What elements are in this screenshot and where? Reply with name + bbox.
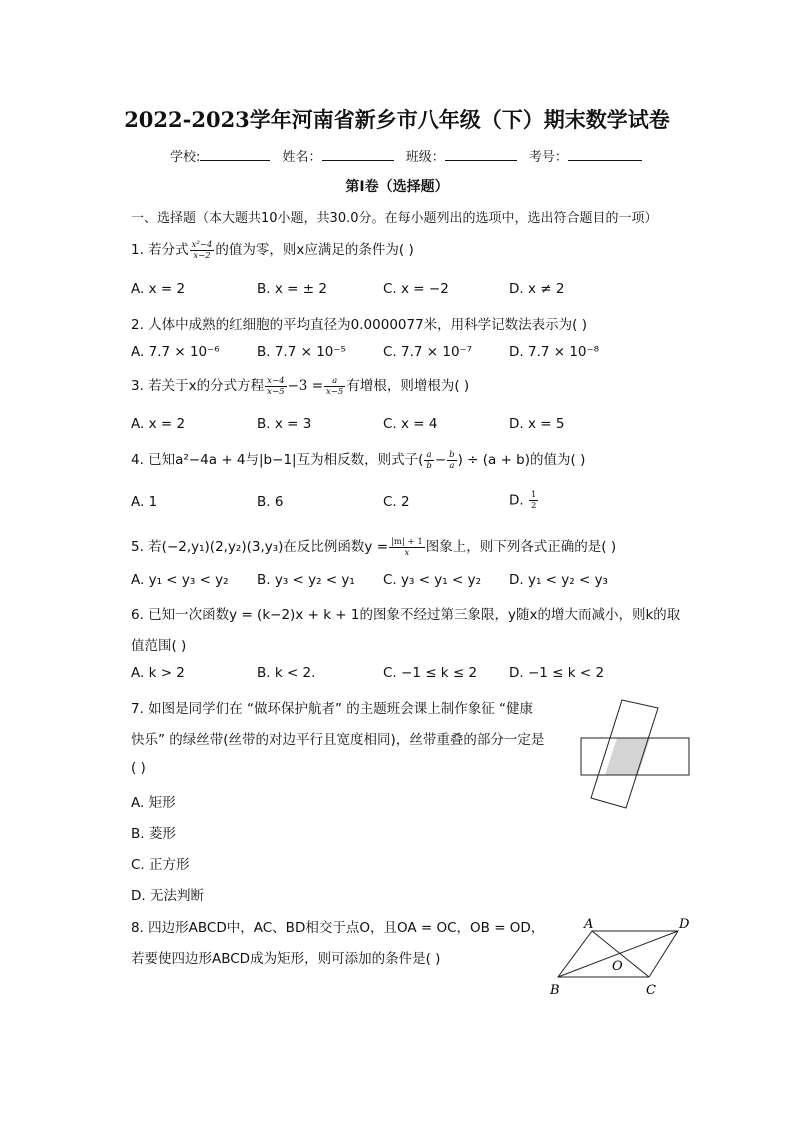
fraction-denominator: x−5 bbox=[267, 386, 285, 397]
label-c: C bbox=[646, 983, 656, 998]
label-a: A bbox=[584, 917, 594, 932]
section-title: 第I卷（选择题） bbox=[345, 179, 449, 195]
question-5-stem-end: 图象上，则下列各式正确的是( ) bbox=[425, 539, 617, 555]
question-2-stem: 2. 人体中成熟的红细胞的平均直径为0.0000077米，用科学记数法表示为( ) bbox=[131, 317, 587, 333]
fraction-numerator: 1 bbox=[530, 490, 537, 500]
fraction-denominator: 2 bbox=[530, 501, 537, 511]
q1-option-c[interactable]: C. x = −2 bbox=[383, 281, 449, 297]
question-3 bbox=[131, 374, 469, 397]
student-info-row bbox=[170, 146, 650, 165]
q6-option-a[interactable]: A. k > 2 bbox=[131, 665, 185, 681]
question-8-stem-line2: 若要使四边形ABCD成为矩形，则可添加的条件是( ) bbox=[131, 951, 441, 967]
q4-option-d-fraction bbox=[529, 490, 538, 511]
quadrilateral-figure bbox=[545, 914, 695, 1000]
q3-option-c[interactable]: C. x = 4 bbox=[383, 416, 438, 432]
q5-option-d[interactable]: D. y₁ < y₂ < y₃ bbox=[509, 572, 608, 588]
question-6-stem-line2: 值范围( ) bbox=[131, 638, 187, 654]
ribbon-figure bbox=[578, 698, 692, 810]
question-3-operator: −3 = bbox=[287, 378, 324, 394]
question-4-operator: − bbox=[434, 452, 447, 468]
q3-option-d[interactable]: D. x = 5 bbox=[509, 416, 565, 432]
q7-option-b[interactable]: B. 菱形 bbox=[131, 826, 176, 842]
ribbon-overlap bbox=[605, 738, 650, 775]
question-7-stem-line3: ( ) bbox=[131, 760, 146, 776]
school-blank[interactable] bbox=[200, 148, 270, 161]
q6-option-c[interactable]: C. −1 ≤ k ≤ 2 bbox=[383, 665, 478, 681]
label-b: B bbox=[550, 983, 560, 998]
question-1-fraction bbox=[190, 240, 215, 261]
question-5-fraction bbox=[389, 537, 425, 558]
q1-option-b[interactable]: B. x = ± 2 bbox=[257, 281, 327, 297]
q1-option-a[interactable]: A. x = 2 bbox=[131, 281, 186, 297]
fraction-numerator: b bbox=[449, 449, 455, 460]
page-title: 2022-2023学年河南省新乡市八年级（下）期末数学试卷 bbox=[124, 107, 670, 132]
exam-no-label: 考号： bbox=[528, 150, 568, 165]
fraction-denominator: a bbox=[449, 460, 455, 471]
name-label: 姓名： bbox=[282, 150, 322, 165]
question-5 bbox=[131, 535, 616, 558]
exam-no-blank[interactable] bbox=[568, 148, 642, 161]
fraction-numerator: |m| + 1 bbox=[391, 536, 423, 547]
label-o: O bbox=[612, 959, 623, 974]
fraction-numerator: a bbox=[424, 450, 433, 461]
question-1 bbox=[131, 238, 414, 261]
fraction-numerator: a bbox=[324, 376, 345, 387]
fraction-denominator: x bbox=[404, 547, 410, 558]
school-label: 学校: bbox=[170, 150, 201, 165]
fraction-denominator: x−2 bbox=[193, 250, 211, 261]
q1-option-d[interactable]: D. x ≠ 2 bbox=[509, 281, 565, 297]
q3-option-a[interactable]: A. x = 2 bbox=[131, 416, 186, 432]
question-4 bbox=[131, 448, 585, 471]
question-3-fraction-1 bbox=[265, 376, 286, 397]
question-4-fraction-1 bbox=[424, 450, 433, 471]
question-1-stem: 1. 若分式 bbox=[131, 242, 189, 258]
q5-option-c[interactable]: C. y₃ < y₁ < y₂ bbox=[383, 572, 482, 588]
q2-option-d[interactable]: D. 7.7 × 10⁻⁸ bbox=[509, 344, 600, 360]
fraction-denominator: b bbox=[426, 460, 432, 471]
q7-option-a[interactable]: A. 矩形 bbox=[131, 795, 176, 811]
question-5-stem: 5. 若(−2,y₁)(2,y₂)(3,y₃)在反比例函数y = bbox=[131, 539, 389, 555]
q4-option-b[interactable]: B. 6 bbox=[257, 494, 284, 510]
label-d: D bbox=[679, 917, 690, 932]
q4-option-d[interactable] bbox=[509, 490, 539, 511]
q4-option-d-letter: D. bbox=[509, 492, 524, 509]
class-blank[interactable] bbox=[445, 148, 517, 161]
question-1-stem-end: 的值为零，则x应满足的条件为( ) bbox=[215, 242, 414, 258]
fraction-numerator: x−4 bbox=[267, 375, 285, 386]
q4-option-c[interactable]: C. 2 bbox=[383, 494, 410, 510]
question-8-stem-line1: 8. 四边形ABCD中，AC、BD相交于点O，且OA = OC，OB = OD， bbox=[131, 920, 545, 936]
question-7-stem-line2: 快乐” 的绿丝带(丝带的对边平行且宽度相同)，丝带重叠的部分一定是 bbox=[131, 732, 545, 748]
q2-option-c[interactable]: C. 7.7 × 10⁻⁷ bbox=[383, 344, 473, 360]
fraction-numerator: x²−4 bbox=[191, 239, 213, 250]
question-7-stem-line1: 7. 如图是同学们在 “做环保护航者” 的主题班会课上制作象征 “健康 bbox=[131, 701, 534, 717]
part1-heading: 一、选择题（本大题共10小题，共30.0分。在每小题列出的选项中，选出符合题目的一项） bbox=[131, 211, 658, 226]
q7-option-d[interactable]: D. 无法判断 bbox=[131, 888, 204, 904]
question-3-fraction-2 bbox=[324, 376, 345, 397]
question-4-stem-end: ) ÷ (a + b)的值为( ) bbox=[457, 452, 586, 468]
class-label: 班级： bbox=[405, 150, 445, 165]
question-4-fraction-2 bbox=[447, 450, 456, 471]
q4-option-a[interactable]: A. 1 bbox=[131, 494, 158, 510]
fraction-denominator: x−5 bbox=[326, 386, 344, 397]
q5-option-a[interactable]: A. y₁ < y₃ < y₂ bbox=[131, 572, 229, 588]
q3-option-b[interactable]: B. x = 3 bbox=[257, 416, 312, 432]
q7-option-c[interactable]: C. 正方形 bbox=[131, 857, 190, 873]
question-6-stem-line1: 6. 已知一次函数y = (k−2)x + k + 1的图象不经过第三象限，y随x的增大而减小，则k的取 bbox=[131, 607, 681, 623]
q6-option-d[interactable]: D. −1 ≤ k < 2 bbox=[509, 665, 605, 681]
q6-option-b[interactable]: B. k < 2. bbox=[257, 665, 316, 681]
q2-option-a[interactable]: A. 7.7 × 10⁻⁶ bbox=[131, 344, 220, 360]
q5-option-b[interactable]: B. y₃ < y₂ < y₁ bbox=[257, 572, 355, 588]
q2-option-b[interactable]: B. 7.7 × 10⁻⁵ bbox=[257, 344, 346, 360]
question-4-stem: 4. 已知a²−4a + 4与|b−1|互为相反数，则式子( bbox=[131, 452, 424, 468]
name-blank[interactable] bbox=[322, 148, 394, 161]
question-3-stem-end: 有增根，则增根为( ) bbox=[346, 378, 470, 394]
question-3-stem: 3. 若关于x的分式方程 bbox=[131, 378, 265, 394]
